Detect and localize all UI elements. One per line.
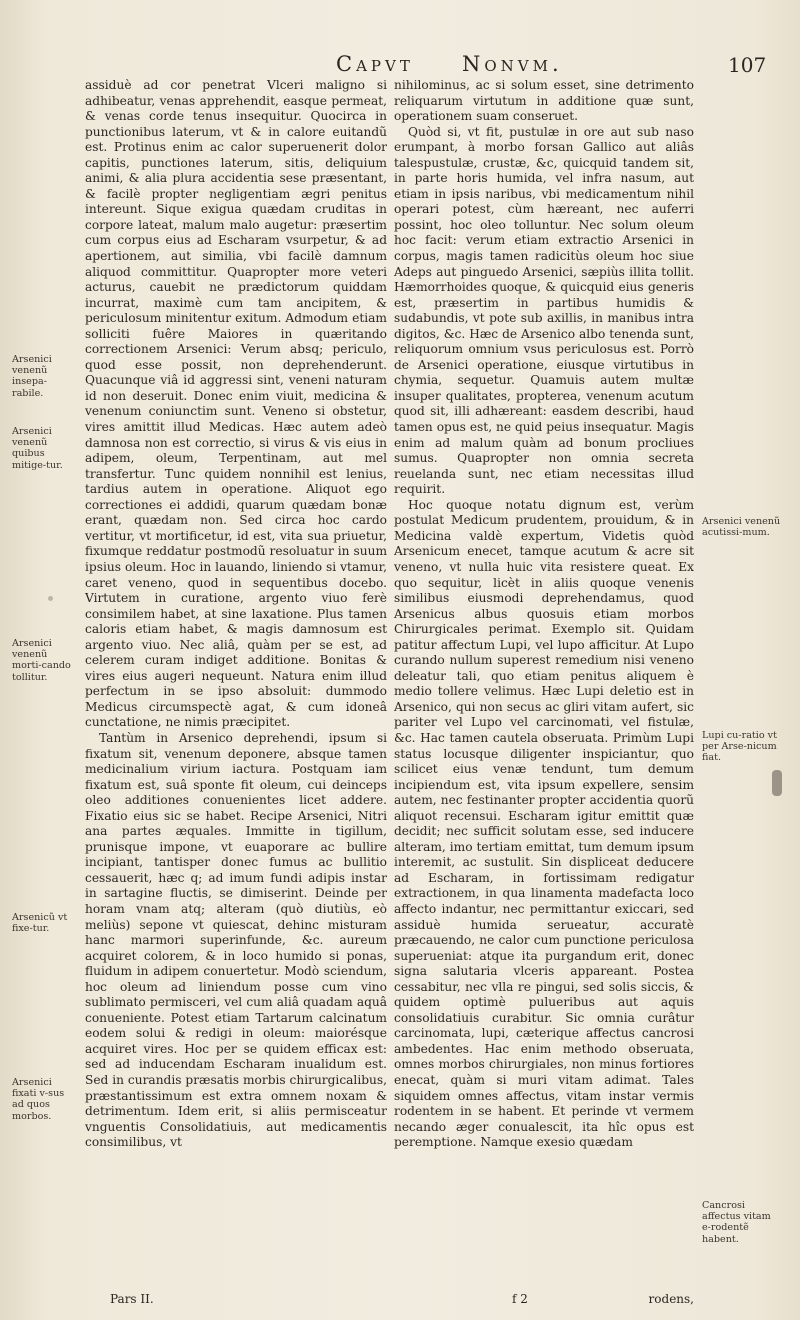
- margin-note-left-3: Arsenici venenũ morti-cando tollitur.: [12, 638, 71, 683]
- right-paragraph-3: Hoc quoque notatu dignum est, verùm postulat Medicum prudentem, prouidum, & in Medicina valdè expertum, Videtis quòd Arsenicum enecet, tamque acutum & acre sit veneno, vt nulla huic vita resistere queat. Ex quo sequitur, licèt in aliis quoque venenis similibus eiusmodi deprehendamus, quod Arsenicus albus quosuis etiam morbos Chirurgicales perimat. Exemplo sit. Quidam patitur affectum Lupi, vel lupo afficitur. At Lupo curando nullum superest remedium nisi veneno deleatur tali, quo etiam penitus aliquem è medio tollere velimus. Hæc Lupi deletio est in Arsenico, qui non secus ac gliri vitam aufert, sic pariter vel Lupo vel carcinomati, vel fistulæ, &c. Hac tamen cautela obseruata. Primùm Lupi status locusque diligenter inspiciantur, quo scilicet eius venæ tendunt, tum demum incipiendum est, vita ipsum expellere, sensim autem, nec festinanter propter accidentia quorũ aliquot recensui. Escharam igitur emittit quæ decidit; nec sufficit solutam esse, sed inducere alteram, imo tertiam emittat, tum demum ipsum interemit, ac sustulit. Sin displiceat deducere ad Escharam, in fortissimam redigatur extractionem, in qua linamenta madefacta loco affecto indantur, nec permittantur exiccari, sed assiduè humida serueatur, accuratè præcauendo, ne calor cum punctione periculosa superueniat: atque ita purgandum erit, donec signa salutaria vlceris appareant. Postea cessabitur, nec vlla re pingui, sed solis siccis, & quidem optimè pulueribus aut aquis consolidatiuis curabitur. Sic omnia curâtur carcinomata, lupi, cæterique affectus cancrosi ambedentes. Hac enim methodo obseruata, omnes morbos chirurgiales, non minus fortiores enecat, quàm si muri vitam adimat. Tales siquidem omnes affectus, vitam instar vermis rodentem in se habent. Et perinde vt vermem necando æger conualescit, ita hîc opus est peremptione. Namque exesio quædam: [394, 497, 694, 1150]
- margin-note-left-4: Arsenicũ vt fixe-tur.: [12, 912, 68, 935]
- left-text-column: [85, 78, 387, 1151]
- margin-note-left-2: Arsenici venenũ quibus mitige-tur.: [12, 426, 63, 471]
- chapter-title-left: Capvt: [336, 52, 414, 76]
- catchword: rodens,: [648, 1292, 694, 1306]
- running-head: [0, 52, 800, 80]
- margin-note-right-3: Cancrosi affectus vitam e-rodentẽ habent.: [702, 1200, 771, 1245]
- right-paragraph-2: Quòd si, vt fit, pustulæ in ore aut sub naso erumpant, à morbo forsan Gallico aut aliâs talespustulæ, crustæ, &c, quicquid tandem sit, in parte horis humida, vel infra nasum, aut etiam in ipsis naribus, vbi medicamentum nihil operari potest, cùm hæreant, nec auferri possint, hoc oleo tolluntur. Nec solum oleum hoc facit: verum etiam extractio Arsenici in corpus, magis tamen radicitùs oleum hoc siue Adeps aut pinguedo Arsenici, sæpiùs illita tollit. Hæmorrhoides quoque, & quicquid eius generis est, præsertim in partibus humidis & sudabundis, vt pote sub axillis, in manibus intra digitos, &c. Hæc de Arsenico albo tenenda sunt, reliquorum omnium vsus periculosus est. Porrò de Arsenici operatione, eiusque virtutibus in chymia, sequetur. Quamuis autem multæ insuper qualitates, propterea, venenum acutum quod sit, illi adhæreant: easdem describi, haud tamen opus est, ne quid peius insequatur. Magis enim ad malum quàm ad bonum procliues sumus. Quapropter non omnia secreta reuelanda sunt, nec etiam necessitas illud requirit.: [394, 124, 694, 497]
- right-paragraph-1: nihilominus, ac si solum esset, sine detrimento reliquarum virtutum in additione quæ sunt, operationem suam conseruet.: [394, 78, 694, 124]
- signature-mark-left: Pars II.: [110, 1292, 154, 1306]
- right-text-column: [394, 78, 694, 1151]
- signature-mark-right: f 2: [512, 1292, 528, 1306]
- margin-note-right-1: Arsenici venenũ acutissi-mum.: [702, 516, 781, 539]
- margin-note-right-2: Lupi cu-ratio vt per Arse-nicum fiat.: [702, 730, 777, 764]
- margin-note-left-1: Arsenici venenũ insepa-rabile.: [12, 354, 52, 399]
- chapter-title-right: Nonvm.: [462, 52, 563, 76]
- margin-note-left-5: Arsenici fixati v-sus ad quos morbos.: [12, 1077, 65, 1122]
- paper-spot: [48, 596, 53, 601]
- left-paragraph-1: assiduè ad cor penetrat Vlceri maligno si adhibeatur, venas apprehendit, easque permeat, & venas corde tenus insequitur. Quocirca in punctionibus laterum, vt & in calore euitandũ est. Protinus enim ac calor superuenerit dolor capitis, punctiones laterum, sitis, deliquium animi, & alia plura accidentia sese præsentant, & facilè propter negligentiam ægri penitus intereunt. Sique exigua quædam cruditas in corpore lateat, malum malo augetur: præsertim cum corpus eius ad Escharam vsurpetur, & ad apertionem, aut similia, vbi facilè damnum aliquod committitur. Quapropter more veteri acturus, cauebit ne prædictorum quiddam incurrat, maximè cum tam ancipitem, & periculosum minitentur exitum. Admodum etiam solliciti fuêre Maiores in quæritando correctionem Arsenici: Verum absq; periculo, quod esse possit, non deprehenderunt. Quacunque viâ id aggressi sint, veneni naturam id non deseruit. Donec enim viuit, medicina & venenum coniunctim sunt. Veneno si obstetur, vires amittit illud Medicas. Hæc autem adeò damnosa non est correctio, si virus & vis eius in adipem, oleum, Terpentinam, aut mel transfertur. Tunc quidem nonnihil est lenius, tardius autem in operatione. Aliquot ego correctiones ei addidi, quarum quædam bonæ erant, quædam non. Sed circa hoc cardo vertitur, vt mortificetur, id est, vita sua priuetur, fixumque reddatur postmodũ resoluatur in suum ipsius oleum. Hoc in lauando, liniendo si vtamur, caret veneno, quod in sequentibus docebo. Virtutem in curatione, argento viuo ferè consimilem habet, at sine laxatione. Plus tamen caloris etiam habet, & magis damnosum est argento viuo. Nec aliâ, quàm per se est, ad celerem curam indiget additione. Bonitas & vires eius augeri nequeunt. Natura enim illud perfectum in se ipso absoluit: dummodo Medicus circumspectè agat, & cum idoneâ cunctatione, ne nimis præcipitet.: [85, 78, 387, 730]
- ink-stain: [772, 770, 782, 796]
- page-number: 107: [728, 53, 767, 77]
- left-paragraph-2: Tantùm in Arsenico deprehendi, ipsum si fixatum sit, venenum deponere, absque tamen medicinalium virium iactura. Postquam iam fixatum est, suâ sponte fit oleum, cui deinceps oleo additiones conuenientes licet addere. Fixatio eius sic se habet. Recipe Arsenici, Nitri ana partes æquales. Immitte in tigillum, prunisque impone, vt euaporare ac bullire incipiant, tantisper donec fumus ac bullitio cessauerit, hæc q; ad imum fundi adipis instar in sartagine fluctis, se dimiserint. Deinde per horam vnam atq; alteram (quò diutiùs, eò meliùs) sepone vt quiescat, dehinc misturam hanc marmori superinfunde, &c. aureum acquiret colorem, & in loco humido si ponas, fluidum in adipem conuertetur. Modò sciendum, hoc oleum ad liniendum posse cum vino sublimato permisceri, vel cum aliâ quadam aquâ conueniente. Potest etiam Tartarum calcinatum eodem solui & redigi in oleum: maiorésque acquiret vires. Hoc per se quidem efficax est: sed ad inducendam Escharam inualidum est. Sed in curandis præsatis morbis chirurgicalibus, præstantissimum est extra omnem noxam & detrimentum. Idem erit, si aliis permisceatur vnguentis Consolidatiuis, aut medicamentis consimilibus, vt: [85, 730, 387, 1150]
